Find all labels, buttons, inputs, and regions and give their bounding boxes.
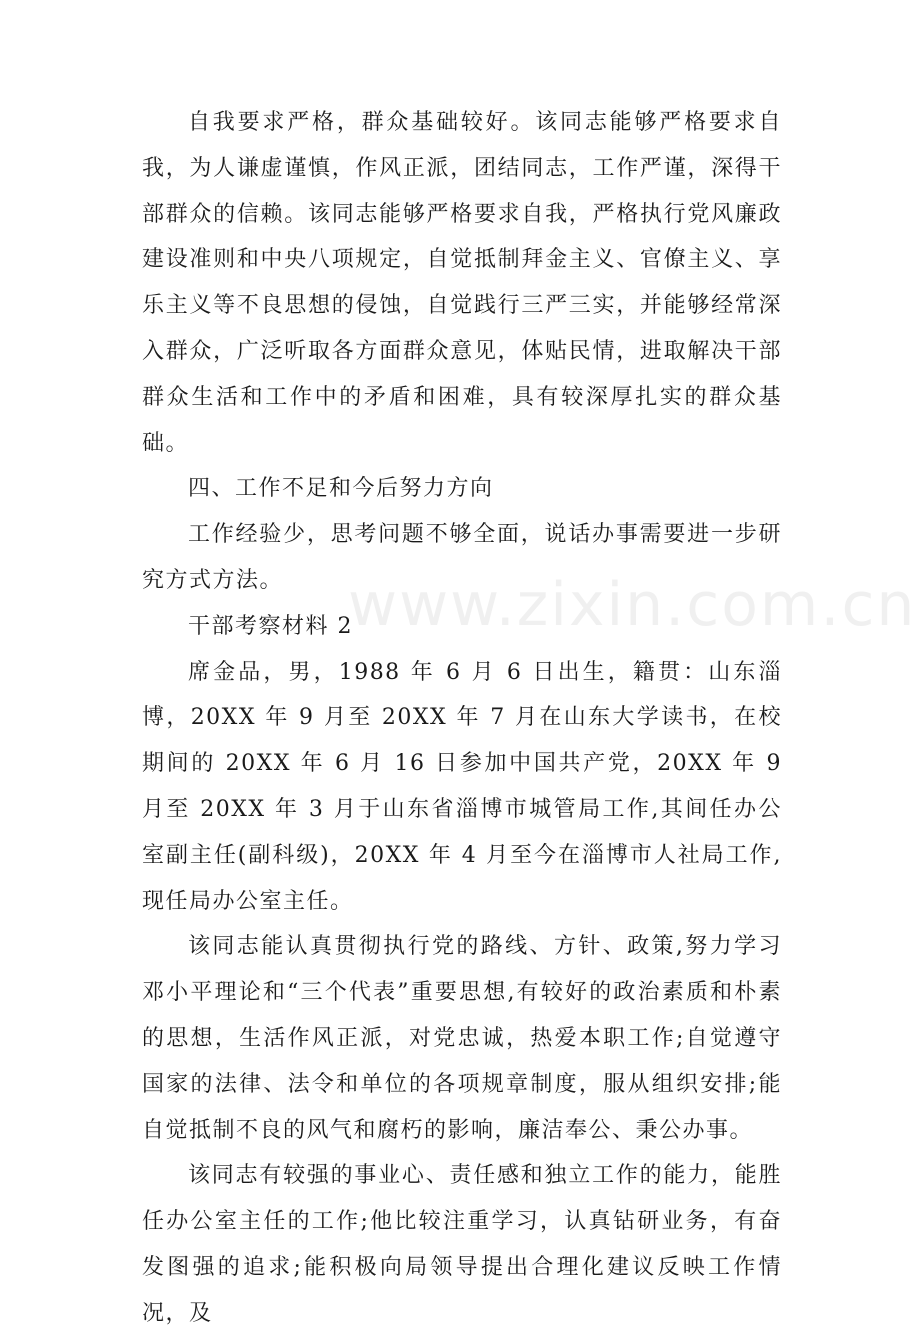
document-subtitle: 干部考察材料 2 (188, 613, 353, 639)
paragraph-political-quality: 该同志能认真贯彻执行党的路线、方针、政策,努力学习邓小平理论和“三个代表”重要思想,有较好的政治素质和朴素的思想，生活作风正派，对党忠诚，热爱本职工作;自觉遵守国家的法律、法令和单位的各项规章制度，服从组织安排;能自觉抵制不良的风气和腐朽的影响，廉洁奉公、秉公办事。 (142, 934, 782, 1143)
watermark: www.zixin.com.cn (348, 570, 917, 640)
document-body (142, 100, 782, 1337)
section-heading-shortcomings: 四、工作不足和今后努力方向 (188, 476, 494, 502)
paragraph-shortcomings: 工作经验少，思考问题不够全面，说话办事需要进一步研究方式方法。 (142, 522, 782, 593)
paragraph-work-ability: 该同志有较强的事业心、责任感和独立工作的能力，能胜任办公室主任的工作;他比较注重学习，认真钻研业务，有奋发图强的追求;能积极向局领导提出合理化建议反映工作情况，及 (142, 1163, 782, 1326)
paragraph-personal-info: 席金品，男，1988 年 6 月 6 日出生，籍贯：山东淄博，20XX 年 9 月至 20XX 年 7 月在山东大学读书，在校期间的 20XX 年 6 月 16 日参加中国共产党，20XX 年 9 月至 20XX 年 3 月于山东省淄博市城管局工作,其间任办公室副主任(副科级)，20XX 年 4 月至今在淄博市人社局工作,现任局办公室主任。 (142, 659, 782, 914)
paragraph-mass-base: 自我要求严格，群众基础较好。该同志能够严格要求自我，为人谦虚谨慎，作风正派，团结同志，工作严谨，深得干部群众的信赖。该同志能够严格要求自我，严格执行党风廉政建设准则和中央八项规定，自觉抵制拜金主义、官僚主义、享乐主义等不良思想的侵蚀，自觉践行三严三实，并能够经常深入群众，广泛听取各方面群众意见，体贴民情，进取解决干部群众生活和工作中的矛盾和困难，具有较深厚扎实的群众基础。 (142, 110, 782, 456)
